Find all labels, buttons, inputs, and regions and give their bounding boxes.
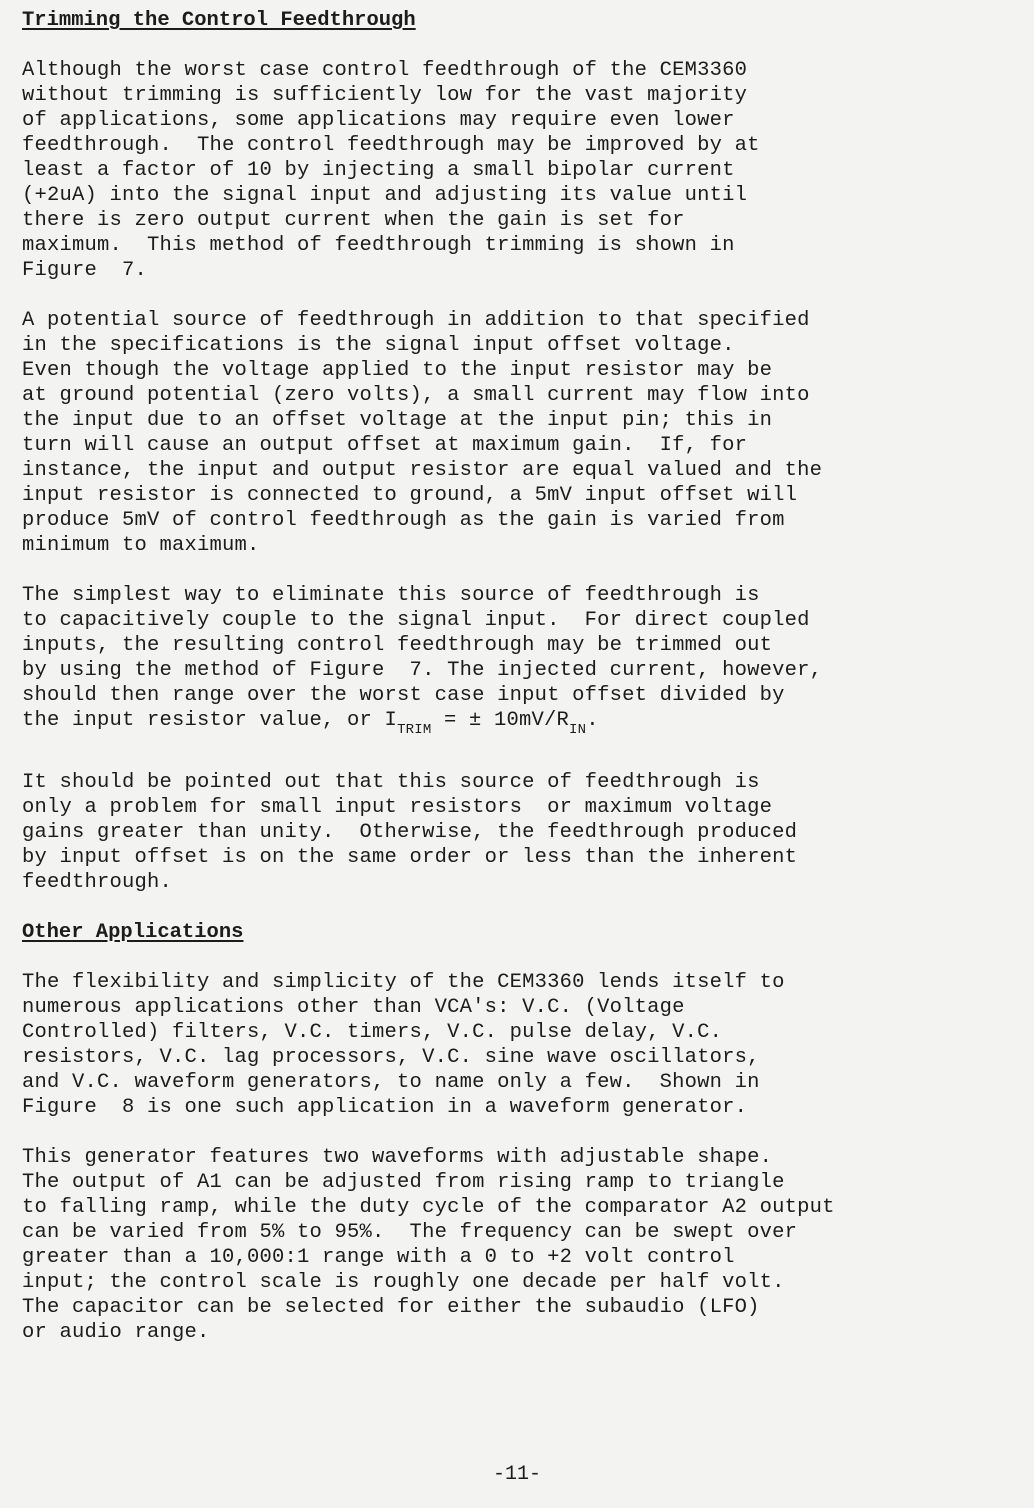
text-line: instance, the input and output resistor are equal valued and the <box>22 459 823 482</box>
text-line: least a factor of 10 by injecting a small bipolar current <box>22 159 735 182</box>
text-line: Controlled) filters, V.C. timers, V.C. pulse delay, V.C. <box>22 1021 723 1044</box>
paragraph-trimming-intro <box>22 58 1012 283</box>
formula-subscript-in: IN <box>569 722 587 738</box>
text-line: by using the method of Figure 7. The injected current, however, <box>22 659 823 682</box>
text-line: (+2uA) into the signal input and adjusting its value until <box>22 184 748 207</box>
formula-subscript-trim: TRIM <box>397 722 432 738</box>
text-line: without trimming is sufficiently low for the vast majority <box>22 84 748 107</box>
document-page <box>22 8 1012 1345</box>
text-line: maximum. This method of feedthrough trimming is shown in <box>22 234 735 257</box>
text-line: by input offset is on the same order or less than the inherent <box>22 846 798 869</box>
text-line: and V.C. waveform generators, to name only a few. Shown in <box>22 1071 760 1094</box>
text-line: there is zero output current when the gain is set for <box>22 209 685 232</box>
text-line: inputs, the resulting control feedthrough may be trimmed out <box>22 634 773 657</box>
section-heading-trimming: Trimming the Control Feedthrough <box>22 9 416 32</box>
text-line: to falling ramp, while the duty cycle of the comparator A2 output <box>22 1196 835 1219</box>
formula-middle: = ± 10mV/R <box>431 709 569 732</box>
paragraph-eliminate-source <box>22 583 1012 738</box>
text-line: feedthrough. <box>22 871 173 894</box>
text-line: Even though the voltage applied to the input resistor may be <box>22 359 773 382</box>
text-line: gains greater than unity. Otherwise, the feedthrough produced <box>22 821 798 844</box>
text-line: Figure 8 is one such application in a waveform generator. <box>22 1096 748 1119</box>
text-line: The capacitor can be selected for either the subaudio (LFO) <box>22 1296 760 1319</box>
formula-line <box>22 708 1012 738</box>
text-line: feedthrough. The control feedthrough may be improved by at <box>22 134 760 157</box>
text-line: to capacitively couple to the signal input. For direct coupled <box>22 609 810 632</box>
text-line: only a problem for small input resistors or maximum voltage <box>22 796 773 819</box>
text-line: A potential source of feedthrough in addition to that specified <box>22 309 810 332</box>
text-line: The simplest way to eliminate this source of feedthrough is <box>22 584 760 607</box>
text-line: This generator features two waveforms with adjustable shape. <box>22 1146 773 1169</box>
text-line: at ground potential (zero volts), a small current may flow into <box>22 384 810 407</box>
text-line: the input due to an offset voltage at the input pin; this in <box>22 409 773 432</box>
text-line: numerous applications other than VCA's: V.C. (Voltage <box>22 996 685 1019</box>
text-line: The output of A1 can be adjusted from rising ramp to triangle <box>22 1171 785 1194</box>
text-line: Although the worst case control feedthrough of the CEM3360 <box>22 59 748 82</box>
text-line: The flexibility and simplicity of the CEM3360 lends itself to <box>22 971 785 994</box>
paragraph-generator <box>22 1145 1012 1345</box>
text-line: minimum to maximum. <box>22 534 260 557</box>
text-line: resistors, V.C. lag processors, V.C. sine wave oscillators, <box>22 1046 760 1069</box>
text-line: input; the control scale is roughly one decade per half volt. <box>22 1271 785 1294</box>
text-line: turn will cause an output offset at maximum gain. If, for <box>22 434 748 457</box>
text-line: It should be pointed out that this source of feedthrough is <box>22 771 760 794</box>
text-line: greater than a 10,000:1 range with a 0 to +2 volt control <box>22 1246 735 1269</box>
formula-suffix: . <box>586 709 599 732</box>
paragraph-offset-source <box>22 308 1012 558</box>
section-heading-other-applications: Other Applications <box>22 921 244 944</box>
text-line: in the specifications is the signal input offset voltage. <box>22 334 735 357</box>
text-line: input resistor is connected to ground, a 5mV input offset will <box>22 484 798 507</box>
page-number: -11- <box>492 1463 541 1486</box>
text-line: or audio range. <box>22 1321 210 1344</box>
paragraph-point-out <box>22 770 1012 895</box>
paragraph-flexibility <box>22 970 1012 1120</box>
formula-prefix: the input resistor value, or I <box>22 709 398 732</box>
text-line: should then range over the worst case input offset divided by <box>22 684 785 707</box>
text-line: can be varied from 5% to 95%. The frequency can be swept over <box>22 1221 798 1244</box>
text-line: produce 5mV of control feedthrough as the gain is varied from <box>22 509 785 532</box>
text-line: of applications, some applications may require even lower <box>22 109 735 132</box>
text-line: Figure 7. <box>22 259 148 282</box>
